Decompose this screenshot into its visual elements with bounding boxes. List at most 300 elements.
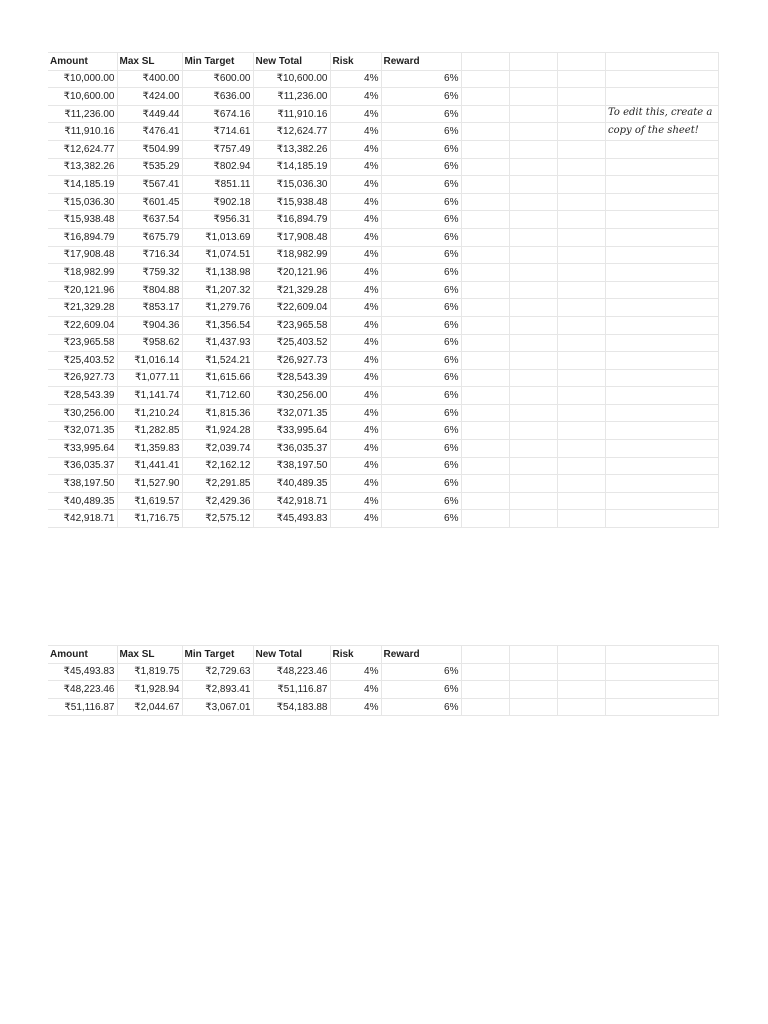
empty-cell[interactable] (605, 646, 718, 664)
empty-cell[interactable] (605, 176, 718, 194)
cell-min-target[interactable]: ₹1,815.36 (182, 404, 253, 422)
empty-cell[interactable] (557, 422, 605, 440)
cell-max-sl[interactable]: ₹1,619.57 (117, 492, 182, 510)
cell-reward[interactable]: 6% (381, 211, 461, 229)
empty-cell[interactable] (509, 158, 557, 176)
cell-max-sl[interactable]: ₹476.41 (117, 123, 182, 141)
cell-reward[interactable]: 6% (381, 105, 461, 123)
cell-reward[interactable]: 6% (381, 158, 461, 176)
cell-max-sl[interactable]: ₹1,819.75 (117, 663, 182, 681)
empty-cell[interactable] (461, 681, 509, 699)
cell-amount[interactable]: ₹23,965.58 (48, 334, 117, 352)
cell-min-target[interactable]: ₹757.49 (182, 140, 253, 158)
cell-reward[interactable]: 6% (381, 457, 461, 475)
cell-amount[interactable]: ₹11,236.00 (48, 105, 117, 123)
empty-cell[interactable] (605, 158, 718, 176)
empty-cell[interactable] (461, 316, 509, 334)
cell-new-total[interactable]: ₹22,609.04 (253, 299, 330, 317)
cell-new-total[interactable]: ₹20,121.96 (253, 264, 330, 282)
cell-reward[interactable]: 6% (381, 681, 461, 699)
cell-new-total[interactable]: ₹54,183.88 (253, 698, 330, 716)
cell-amount[interactable]: ₹25,403.52 (48, 352, 117, 370)
cell-min-target[interactable]: ₹1,356.54 (182, 316, 253, 334)
empty-cell[interactable] (605, 404, 718, 422)
cell-new-total[interactable]: ₹26,927.73 (253, 352, 330, 370)
cell-risk[interactable]: 4% (330, 698, 381, 716)
empty-cell[interactable] (461, 228, 509, 246)
cell-min-target[interactable]: ₹636.00 (182, 88, 253, 106)
empty-cell[interactable] (557, 193, 605, 211)
cell-max-sl[interactable]: ₹1,527.90 (117, 475, 182, 493)
cell-risk[interactable]: 4% (330, 158, 381, 176)
cell-amount[interactable]: ₹13,382.26 (48, 158, 117, 176)
cell-new-total[interactable]: ₹38,197.50 (253, 457, 330, 475)
empty-cell[interactable] (509, 369, 557, 387)
cell-new-total[interactable]: ₹51,116.87 (253, 681, 330, 699)
empty-cell[interactable] (557, 646, 605, 664)
empty-cell[interactable] (605, 422, 718, 440)
cell-min-target[interactable]: ₹1,279.76 (182, 299, 253, 317)
cell-reward[interactable]: 6% (381, 123, 461, 141)
empty-cell[interactable] (557, 404, 605, 422)
cell-amount[interactable]: ₹10,600.00 (48, 88, 117, 106)
cell-max-sl[interactable]: ₹535.29 (117, 158, 182, 176)
cell-reward[interactable]: 6% (381, 246, 461, 264)
cell-amount[interactable]: ₹38,197.50 (48, 475, 117, 493)
cell-min-target[interactable]: ₹2,429.36 (182, 492, 253, 510)
empty-cell[interactable] (557, 70, 605, 88)
empty-cell[interactable] (461, 698, 509, 716)
empty-cell[interactable] (605, 140, 718, 158)
empty-cell[interactable] (605, 475, 718, 493)
empty-cell[interactable] (557, 510, 605, 528)
empty-cell[interactable] (605, 334, 718, 352)
empty-cell[interactable] (557, 88, 605, 106)
empty-cell[interactable] (605, 88, 718, 106)
cell-max-sl[interactable]: ₹449.44 (117, 105, 182, 123)
empty-cell[interactable] (509, 264, 557, 282)
cell-max-sl[interactable]: ₹716.34 (117, 246, 182, 264)
empty-cell[interactable] (509, 387, 557, 405)
empty-cell[interactable] (509, 176, 557, 194)
cell-new-total[interactable]: ₹21,329.28 (253, 281, 330, 299)
cell-new-total[interactable]: ₹18,982.99 (253, 246, 330, 264)
column-header-amount[interactable]: Amount (48, 53, 117, 71)
cell-amount[interactable]: ₹51,116.87 (48, 698, 117, 716)
column-header-risk[interactable]: Risk (330, 646, 381, 664)
cell-reward[interactable]: 6% (381, 299, 461, 317)
cell-risk[interactable]: 4% (330, 246, 381, 264)
cell-max-sl[interactable]: ₹601.45 (117, 193, 182, 211)
empty-cell[interactable] (557, 681, 605, 699)
empty-cell[interactable] (461, 140, 509, 158)
cell-reward[interactable]: 6% (381, 88, 461, 106)
empty-cell[interactable] (461, 492, 509, 510)
cell-amount[interactable]: ₹17,908.48 (48, 246, 117, 264)
cell-risk[interactable]: 4% (330, 88, 381, 106)
cell-reward[interactable]: 6% (381, 352, 461, 370)
empty-cell[interactable] (509, 510, 557, 528)
cell-reward[interactable]: 6% (381, 176, 461, 194)
cell-min-target[interactable]: ₹902.18 (182, 193, 253, 211)
cell-new-total[interactable]: ₹42,918.71 (253, 492, 330, 510)
cell-max-sl[interactable]: ₹1,077.11 (117, 369, 182, 387)
cell-risk[interactable]: 4% (330, 193, 381, 211)
empty-cell[interactable] (605, 492, 718, 510)
empty-cell[interactable] (461, 123, 509, 141)
empty-cell[interactable] (509, 457, 557, 475)
cell-min-target[interactable]: ₹714.61 (182, 123, 253, 141)
column-header-reward[interactable]: Reward (381, 53, 461, 71)
cell-max-sl[interactable]: ₹424.00 (117, 88, 182, 106)
cell-amount[interactable]: ₹32,071.35 (48, 422, 117, 440)
empty-cell[interactable] (557, 316, 605, 334)
empty-cell[interactable] (509, 698, 557, 716)
empty-cell[interactable] (461, 369, 509, 387)
empty-cell[interactable] (509, 663, 557, 681)
cell-risk[interactable]: 4% (330, 299, 381, 317)
empty-cell[interactable] (461, 334, 509, 352)
empty-cell[interactable] (605, 663, 718, 681)
empty-cell[interactable] (509, 193, 557, 211)
cell-new-total[interactable]: ₹45,493.83 (253, 510, 330, 528)
cell-amount[interactable]: ₹36,035.37 (48, 457, 117, 475)
cell-new-total[interactable]: ₹14,185.19 (253, 158, 330, 176)
cell-risk[interactable]: 4% (330, 404, 381, 422)
cell-max-sl[interactable]: ₹1,210.24 (117, 404, 182, 422)
cell-reward[interactable]: 6% (381, 422, 461, 440)
cell-risk[interactable]: 4% (330, 440, 381, 458)
cell-reward[interactable]: 6% (381, 281, 461, 299)
cell-min-target[interactable]: ₹956.31 (182, 211, 253, 229)
cell-amount[interactable]: ₹22,609.04 (48, 316, 117, 334)
empty-cell[interactable] (605, 457, 718, 475)
cell-max-sl[interactable]: ₹1,928.94 (117, 681, 182, 699)
cell-new-total[interactable]: ₹16,894.79 (253, 211, 330, 229)
cell-risk[interactable]: 4% (330, 70, 381, 88)
empty-cell[interactable] (461, 440, 509, 458)
empty-cell[interactable] (557, 334, 605, 352)
cell-risk[interactable]: 4% (330, 123, 381, 141)
empty-cell[interactable] (461, 457, 509, 475)
empty-cell[interactable] (461, 88, 509, 106)
cell-new-total[interactable]: ₹40,489.35 (253, 475, 330, 493)
empty-cell[interactable] (557, 387, 605, 405)
empty-cell[interactable] (557, 140, 605, 158)
empty-cell[interactable] (509, 422, 557, 440)
empty-cell[interactable] (461, 404, 509, 422)
cell-min-target[interactable]: ₹2,575.12 (182, 510, 253, 528)
column-header-risk[interactable]: Risk (330, 53, 381, 71)
empty-cell[interactable] (605, 698, 718, 716)
cell-reward[interactable]: 6% (381, 510, 461, 528)
cell-min-target[interactable]: ₹1,924.28 (182, 422, 253, 440)
cell-risk[interactable]: 4% (330, 140, 381, 158)
cell-amount[interactable]: ₹11,910.16 (48, 123, 117, 141)
cell-amount[interactable]: ₹30,256.00 (48, 404, 117, 422)
empty-cell[interactable] (509, 70, 557, 88)
empty-cell[interactable] (557, 440, 605, 458)
cell-max-sl[interactable]: ₹1,716.75 (117, 510, 182, 528)
cell-reward[interactable]: 6% (381, 228, 461, 246)
cell-min-target[interactable]: ₹2,729.63 (182, 663, 253, 681)
empty-cell[interactable] (605, 681, 718, 699)
cell-max-sl[interactable]: ₹1,441.41 (117, 457, 182, 475)
empty-cell[interactable] (509, 440, 557, 458)
column-header-new-total[interactable]: New Total (253, 646, 330, 664)
empty-cell[interactable] (461, 281, 509, 299)
empty-cell[interactable] (557, 246, 605, 264)
empty-cell[interactable] (461, 510, 509, 528)
cell-reward[interactable]: 6% (381, 334, 461, 352)
empty-cell[interactable] (461, 352, 509, 370)
empty-cell[interactable] (557, 352, 605, 370)
empty-cell[interactable] (557, 299, 605, 317)
empty-cell[interactable] (509, 281, 557, 299)
empty-cell[interactable] (461, 70, 509, 88)
cell-max-sl[interactable]: ₹904.36 (117, 316, 182, 334)
cell-reward[interactable]: 6% (381, 70, 461, 88)
cell-new-total[interactable]: ₹33,995.64 (253, 422, 330, 440)
cell-risk[interactable]: 4% (330, 475, 381, 493)
empty-cell[interactable] (557, 228, 605, 246)
cell-risk[interactable]: 4% (330, 264, 381, 282)
cell-max-sl[interactable]: ₹400.00 (117, 70, 182, 88)
cell-new-total[interactable]: ₹23,965.58 (253, 316, 330, 334)
column-header-amount[interactable]: Amount (48, 646, 117, 664)
empty-cell[interactable] (509, 299, 557, 317)
empty-cell[interactable] (605, 70, 718, 88)
empty-cell[interactable] (509, 646, 557, 664)
cell-risk[interactable]: 4% (330, 510, 381, 528)
cell-amount[interactable]: ₹48,223.46 (48, 681, 117, 699)
cell-new-total[interactable]: ₹10,600.00 (253, 70, 330, 88)
cell-max-sl[interactable]: ₹1,282.85 (117, 422, 182, 440)
cell-reward[interactable]: 6% (381, 264, 461, 282)
empty-cell[interactable] (509, 246, 557, 264)
empty-cell[interactable] (461, 158, 509, 176)
empty-cell[interactable] (557, 264, 605, 282)
cell-min-target[interactable]: ₹1,138.98 (182, 264, 253, 282)
cell-amount[interactable]: ₹21,329.28 (48, 299, 117, 317)
cell-new-total[interactable]: ₹36,035.37 (253, 440, 330, 458)
empty-cell[interactable] (461, 53, 509, 71)
cell-max-sl[interactable]: ₹2,044.67 (117, 698, 182, 716)
cell-reward[interactable]: 6% (381, 492, 461, 510)
cell-reward[interactable]: 6% (381, 369, 461, 387)
cell-risk[interactable]: 4% (330, 457, 381, 475)
cell-reward[interactable]: 6% (381, 140, 461, 158)
cell-min-target[interactable]: ₹802.94 (182, 158, 253, 176)
cell-new-total[interactable]: ₹12,624.77 (253, 123, 330, 141)
cell-new-total[interactable]: ₹11,236.00 (253, 88, 330, 106)
empty-cell[interactable] (461, 176, 509, 194)
cell-min-target[interactable]: ₹1,207.32 (182, 281, 253, 299)
cell-new-total[interactable]: ₹15,938.48 (253, 193, 330, 211)
empty-cell[interactable] (605, 193, 718, 211)
empty-cell[interactable] (461, 663, 509, 681)
column-header-max-sl[interactable]: Max SL (117, 53, 182, 71)
cell-risk[interactable]: 4% (330, 334, 381, 352)
empty-cell[interactable] (557, 105, 605, 123)
cell-risk[interactable]: 4% (330, 681, 381, 699)
column-header-min-target[interactable]: Min Target (182, 53, 253, 71)
cell-amount[interactable]: ₹12,624.77 (48, 140, 117, 158)
column-header-min-target[interactable]: Min Target (182, 646, 253, 664)
empty-cell[interactable] (509, 228, 557, 246)
cell-amount[interactable]: ₹42,918.71 (48, 510, 117, 528)
cell-amount[interactable]: ₹14,185.19 (48, 176, 117, 194)
cell-reward[interactable]: 6% (381, 404, 461, 422)
empty-cell[interactable] (557, 123, 605, 141)
cell-min-target[interactable]: ₹1,524.21 (182, 352, 253, 370)
cell-amount[interactable]: ₹33,995.64 (48, 440, 117, 458)
cell-risk[interactable]: 4% (330, 316, 381, 334)
empty-cell[interactable] (605, 510, 718, 528)
empty-cell[interactable] (461, 211, 509, 229)
cell-risk[interactable]: 4% (330, 492, 381, 510)
cell-min-target[interactable]: ₹674.16 (182, 105, 253, 123)
empty-cell[interactable] (605, 316, 718, 334)
cell-risk[interactable]: 4% (330, 176, 381, 194)
empty-cell[interactable] (461, 246, 509, 264)
cell-max-sl[interactable]: ₹958.62 (117, 334, 182, 352)
cell-new-total[interactable]: ₹28,543.39 (253, 369, 330, 387)
cell-reward[interactable]: 6% (381, 440, 461, 458)
empty-cell[interactable] (605, 246, 718, 264)
cell-max-sl[interactable]: ₹637.54 (117, 211, 182, 229)
empty-cell[interactable] (509, 352, 557, 370)
cell-max-sl[interactable]: ₹1,359.83 (117, 440, 182, 458)
cell-amount[interactable]: ₹20,121.96 (48, 281, 117, 299)
cell-new-total[interactable]: ₹15,036.30 (253, 176, 330, 194)
cell-new-total[interactable]: ₹30,256.00 (253, 387, 330, 405)
empty-cell[interactable] (509, 105, 557, 123)
empty-cell[interactable] (509, 334, 557, 352)
cell-min-target[interactable]: ₹2,893.41 (182, 681, 253, 699)
cell-amount[interactable]: ₹15,938.48 (48, 211, 117, 229)
empty-cell[interactable] (605, 299, 718, 317)
empty-cell[interactable] (605, 369, 718, 387)
empty-cell[interactable] (557, 53, 605, 71)
empty-cell[interactable] (557, 492, 605, 510)
empty-cell[interactable] (509, 404, 557, 422)
cell-min-target[interactable]: ₹1,437.93 (182, 334, 253, 352)
empty-cell[interactable] (509, 211, 557, 229)
empty-cell[interactable] (557, 158, 605, 176)
empty-cell[interactable] (509, 140, 557, 158)
empty-cell[interactable] (461, 387, 509, 405)
empty-cell[interactable] (605, 211, 718, 229)
cell-new-total[interactable]: ₹48,223.46 (253, 663, 330, 681)
cell-max-sl[interactable]: ₹504.99 (117, 140, 182, 158)
column-header-max-sl[interactable]: Max SL (117, 646, 182, 664)
cell-reward[interactable]: 6% (381, 698, 461, 716)
empty-cell[interactable] (605, 352, 718, 370)
cell-amount[interactable]: ₹18,982.99 (48, 264, 117, 282)
empty-cell[interactable] (605, 281, 718, 299)
empty-cell[interactable] (509, 88, 557, 106)
cell-min-target[interactable]: ₹1,013.69 (182, 228, 253, 246)
cell-min-target[interactable]: ₹3,067.01 (182, 698, 253, 716)
cell-risk[interactable]: 4% (330, 387, 381, 405)
empty-cell[interactable] (461, 646, 509, 664)
cell-amount[interactable]: ₹10,000.00 (48, 70, 117, 88)
empty-cell[interactable] (509, 53, 557, 71)
empty-cell[interactable] (461, 299, 509, 317)
cell-min-target[interactable]: ₹1,074.51 (182, 246, 253, 264)
cell-amount[interactable]: ₹40,489.35 (48, 492, 117, 510)
cell-reward[interactable]: 6% (381, 316, 461, 334)
empty-cell[interactable] (461, 475, 509, 493)
empty-cell[interactable] (557, 369, 605, 387)
cell-min-target[interactable]: ₹2,162.12 (182, 457, 253, 475)
cell-risk[interactable]: 4% (330, 211, 381, 229)
cell-risk[interactable]: 4% (330, 352, 381, 370)
empty-cell[interactable] (461, 193, 509, 211)
cell-max-sl[interactable]: ₹1,141.74 (117, 387, 182, 405)
cell-min-target[interactable]: ₹1,712.60 (182, 387, 253, 405)
cell-max-sl[interactable]: ₹804.88 (117, 281, 182, 299)
empty-cell[interactable] (557, 176, 605, 194)
cell-new-total[interactable]: ₹11,910.16 (253, 105, 330, 123)
cell-min-target[interactable]: ₹600.00 (182, 70, 253, 88)
empty-cell[interactable] (509, 123, 557, 141)
empty-cell[interactable] (605, 264, 718, 282)
empty-cell[interactable] (461, 422, 509, 440)
cell-max-sl[interactable]: ₹567.41 (117, 176, 182, 194)
cell-amount[interactable]: ₹15,036.30 (48, 193, 117, 211)
cell-min-target[interactable]: ₹2,291.85 (182, 475, 253, 493)
cell-max-sl[interactable]: ₹759.32 (117, 264, 182, 282)
empty-cell[interactable] (557, 475, 605, 493)
cell-min-target[interactable]: ₹2,039.74 (182, 440, 253, 458)
cell-new-total[interactable]: ₹32,071.35 (253, 404, 330, 422)
cell-amount[interactable]: ₹16,894.79 (48, 228, 117, 246)
empty-cell[interactable] (509, 475, 557, 493)
cell-amount[interactable]: ₹26,927.73 (48, 369, 117, 387)
empty-cell[interactable] (461, 105, 509, 123)
cell-risk[interactable]: 4% (330, 369, 381, 387)
cell-new-total[interactable]: ₹17,908.48 (253, 228, 330, 246)
empty-cell[interactable] (509, 316, 557, 334)
empty-cell[interactable] (557, 281, 605, 299)
column-header-new-total[interactable]: New Total (253, 53, 330, 71)
cell-risk[interactable]: 4% (330, 663, 381, 681)
empty-cell[interactable] (605, 228, 718, 246)
cell-risk[interactable]: 4% (330, 422, 381, 440)
cell-max-sl[interactable]: ₹853.17 (117, 299, 182, 317)
empty-cell[interactable] (509, 492, 557, 510)
cell-reward[interactable]: 6% (381, 663, 461, 681)
empty-cell[interactable] (557, 663, 605, 681)
cell-risk[interactable]: 4% (330, 228, 381, 246)
empty-cell[interactable] (557, 457, 605, 475)
cell-amount[interactable]: ₹45,493.83 (48, 663, 117, 681)
empty-cell[interactable] (605, 440, 718, 458)
cell-reward[interactable]: 6% (381, 387, 461, 405)
cell-min-target[interactable]: ₹851.11 (182, 176, 253, 194)
empty-cell[interactable] (461, 264, 509, 282)
cell-new-total[interactable]: ₹25,403.52 (253, 334, 330, 352)
cell-min-target[interactable]: ₹1,615.66 (182, 369, 253, 387)
cell-max-sl[interactable]: ₹675.79 (117, 228, 182, 246)
empty-cell[interactable] (557, 211, 605, 229)
cell-max-sl[interactable]: ₹1,016.14 (117, 352, 182, 370)
cell-reward[interactable]: 6% (381, 193, 461, 211)
empty-cell[interactable] (509, 681, 557, 699)
cell-new-total[interactable]: ₹13,382.26 (253, 140, 330, 158)
